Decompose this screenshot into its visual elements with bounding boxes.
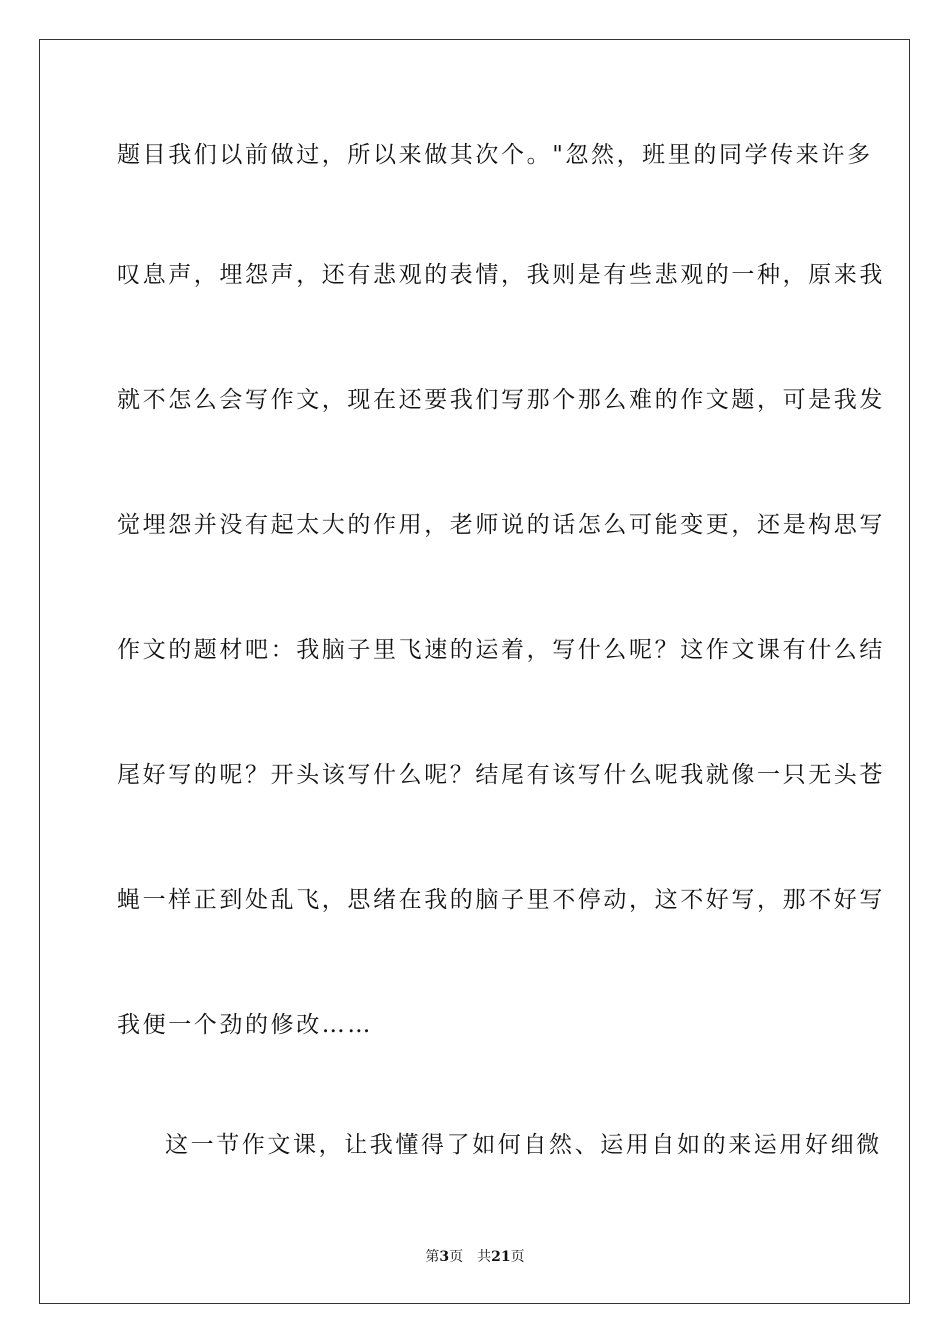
total-pages: 21 <box>491 1249 511 1265</box>
body-text-line: 叹息声，埋怨声，还有悲观的表情，我则是有些悲观的一种，原来我 <box>117 262 885 288</box>
body-text-line: 作文的题材吧：我脑子里飞速的运着，写什么呢？这作文课有什么结 <box>117 637 885 663</box>
body-text-line: 就不怎么会写作文，现在还要我们写那个那么难的作文题，可是我发 <box>117 387 885 413</box>
page-prefix: 第 <box>425 1249 440 1265</box>
body-text-line: 蝇一样正到处乱飞，思绪在我的脑子里不停动，这不好写，那不好写 <box>117 887 885 913</box>
total-prefix: 共 <box>477 1249 492 1265</box>
paragraph-first-line: 这一节作文课，让我懂得了如何自然、运用自如的来运用好细微 <box>165 1132 882 1158</box>
page-border <box>39 39 910 1304</box>
body-text-line: 我便一个劲的修改…… <box>117 1012 373 1038</box>
total-suffix: 页 <box>510 1249 525 1265</box>
body-text-line: 尾好写的呢？开头该写什么呢？结尾有该写什么呢我就像一只无头苍 <box>117 762 885 788</box>
body-text-line: 觉埋怨并没有起太大的作用，老师说的话怎么可能变更，还是构思写 <box>117 512 885 538</box>
page-footer <box>0 1248 950 1266</box>
page-number: 3 <box>439 1249 450 1265</box>
body-text-line: 题目我们以前做过，所以来做其次个。"忽然，班里的同学传来许多 <box>117 142 873 168</box>
page-suffix: 页 <box>449 1249 464 1265</box>
